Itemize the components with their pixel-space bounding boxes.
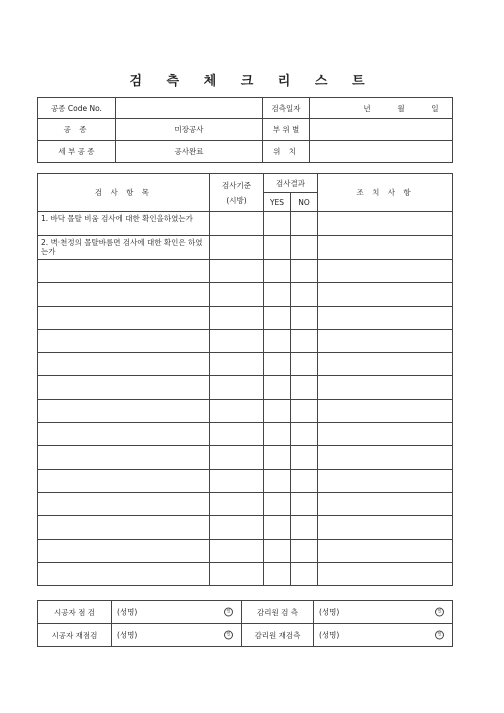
yes-cell[interactable]	[264, 212, 291, 236]
date-month-label: 월	[397, 103, 405, 113]
header-info-table	[37, 97, 453, 163]
no-cell[interactable]	[291, 212, 318, 236]
location-label: 위 치	[263, 141, 310, 163]
standard-cell[interactable]	[210, 329, 264, 352]
col-inspection-item: 검 사 항 목	[38, 174, 210, 212]
inspection-item-1: 1. 바닥 몰탈 비움 검사에 대한 확인을하였는가	[38, 212, 210, 236]
inspection-item-cell[interactable]	[38, 423, 210, 446]
no-cell[interactable]	[291, 516, 318, 539]
inspection-date-label: 검측일자	[263, 98, 310, 119]
seal-icon: 인	[224, 608, 233, 617]
date-year-label: 년	[363, 103, 371, 113]
yes-cell[interactable]	[264, 423, 291, 446]
contractor-check-signature[interactable]	[112, 601, 242, 624]
action-cell[interactable]	[318, 306, 453, 329]
col-result: 검사결과	[264, 174, 318, 193]
part-label: 부 위 별	[263, 119, 310, 141]
no-cell[interactable]	[291, 376, 318, 399]
detail-work-label: 세 부 공 종	[38, 141, 116, 163]
action-cell[interactable]	[318, 562, 453, 585]
no-cell[interactable]	[291, 329, 318, 352]
action-cell[interactable]	[318, 212, 453, 236]
yes-cell[interactable]	[264, 283, 291, 306]
yes-cell[interactable]	[264, 399, 291, 422]
work-type-value[interactable]: 미장공사	[116, 119, 263, 141]
no-cell[interactable]	[291, 283, 318, 306]
part-value-field[interactable]	[310, 119, 453, 141]
yes-cell[interactable]	[264, 562, 291, 585]
standard-cell[interactable]	[210, 469, 264, 492]
name-label: (성명)	[117, 607, 138, 617]
standard-cell[interactable]	[210, 446, 264, 469]
action-cell[interactable]	[318, 376, 453, 399]
action-cell[interactable]	[318, 539, 453, 562]
inspection-item-cell[interactable]	[38, 260, 210, 283]
inspection-item-cell[interactable]	[38, 446, 210, 469]
no-cell[interactable]	[291, 562, 318, 585]
standard-cell[interactable]	[210, 306, 264, 329]
yes-cell[interactable]	[264, 492, 291, 515]
yes-cell[interactable]	[264, 353, 291, 376]
yes-cell[interactable]	[264, 516, 291, 539]
no-cell[interactable]	[291, 446, 318, 469]
supervisor-recheck-label: 감리원 재검측	[242, 624, 314, 647]
action-cell[interactable]	[318, 260, 453, 283]
standard-cell[interactable]	[210, 260, 264, 283]
inspection-item-cell[interactable]	[38, 376, 210, 399]
contractor-recheck-label: 시공자 재점검	[38, 624, 112, 647]
standard-cell[interactable]	[210, 399, 264, 422]
seal-icon: 인	[435, 631, 444, 640]
col-no: NO	[291, 193, 318, 212]
standard-cell[interactable]	[210, 492, 264, 515]
action-cell[interactable]	[318, 353, 453, 376]
standard-cell[interactable]	[210, 236, 264, 260]
detail-work-value[interactable]: 공사완료	[116, 141, 263, 163]
standard-cell[interactable]	[210, 212, 264, 236]
code-label: 공종 Code No.	[38, 98, 116, 119]
standard-cell[interactable]	[210, 283, 264, 306]
inspection-item-cell[interactable]	[38, 469, 210, 492]
action-cell[interactable]	[318, 423, 453, 446]
inspection-item-cell[interactable]	[38, 399, 210, 422]
inspection-table	[37, 173, 453, 586]
code-value-field[interactable]	[116, 98, 263, 119]
seal-icon: 인	[435, 608, 444, 617]
inspection-date-field[interactable]	[310, 98, 453, 119]
signature-table	[37, 600, 453, 647]
action-cell[interactable]	[318, 492, 453, 515]
standard-cell[interactable]	[210, 353, 264, 376]
no-cell[interactable]	[291, 469, 318, 492]
inspection-item-cell[interactable]	[38, 306, 210, 329]
name-label: (성명)	[117, 630, 138, 640]
supervisor-check-signature[interactable]	[314, 601, 453, 624]
work-type-label: 공 종	[38, 119, 116, 141]
yes-cell[interactable]	[264, 376, 291, 399]
standard-cell[interactable]	[210, 516, 264, 539]
no-cell[interactable]	[291, 260, 318, 283]
inspection-item-cell[interactable]	[38, 329, 210, 352]
name-label: (성명)	[319, 607, 340, 617]
no-cell[interactable]	[291, 399, 318, 422]
col-yes: YES	[264, 193, 291, 212]
contractor-check-label: 시공자 점 검	[38, 601, 112, 624]
col-standard-line2: (시방)	[226, 195, 247, 205]
seal-icon: 인	[224, 631, 233, 640]
standard-cell[interactable]	[210, 539, 264, 562]
no-cell[interactable]	[291, 306, 318, 329]
location-value-field[interactable]	[310, 141, 453, 163]
yes-cell[interactable]	[264, 329, 291, 352]
standard-cell[interactable]	[210, 562, 264, 585]
no-cell[interactable]	[291, 236, 318, 260]
supervisor-check-label: 감리원 검 측	[242, 601, 314, 624]
inspection-item-2: 2. 벽·천정의 몰탈바름면 검사에 대한 확인은 하였는가	[38, 236, 210, 260]
action-cell[interactable]	[318, 399, 453, 422]
action-cell[interactable]	[318, 236, 453, 260]
inspection-item-cell[interactable]	[38, 283, 210, 306]
inspection-item-cell[interactable]	[38, 492, 210, 515]
inspection-item-cell[interactable]	[38, 562, 210, 585]
no-cell[interactable]	[291, 539, 318, 562]
yes-cell[interactable]	[264, 539, 291, 562]
no-cell[interactable]	[291, 423, 318, 446]
inspection-item-cell[interactable]	[38, 516, 210, 539]
standard-cell[interactable]	[210, 376, 264, 399]
col-action: 조 치 사 항	[318, 174, 453, 212]
yes-cell[interactable]	[264, 236, 291, 260]
name-label: (성명)	[319, 630, 340, 640]
page-title: 검 측 체 크 리 스 트	[129, 74, 375, 89]
contractor-recheck-signature[interactable]	[112, 624, 242, 647]
yes-cell[interactable]	[264, 469, 291, 492]
action-cell[interactable]	[318, 469, 453, 492]
col-standard	[210, 174, 264, 212]
action-cell[interactable]	[318, 329, 453, 352]
yes-cell[interactable]	[264, 446, 291, 469]
yes-cell[interactable]	[264, 260, 291, 283]
no-cell[interactable]	[291, 353, 318, 376]
action-cell[interactable]	[318, 516, 453, 539]
inspection-item-cell[interactable]	[38, 539, 210, 562]
date-day-label: 일	[431, 103, 439, 113]
yes-cell[interactable]	[264, 306, 291, 329]
action-cell[interactable]	[318, 283, 453, 306]
no-cell[interactable]	[291, 492, 318, 515]
standard-cell[interactable]	[210, 423, 264, 446]
inspection-item-cell[interactable]	[38, 353, 210, 376]
col-standard-line1: 검사기준	[222, 180, 251, 190]
action-cell[interactable]	[318, 446, 453, 469]
supervisor-recheck-signature[interactable]	[314, 624, 453, 647]
